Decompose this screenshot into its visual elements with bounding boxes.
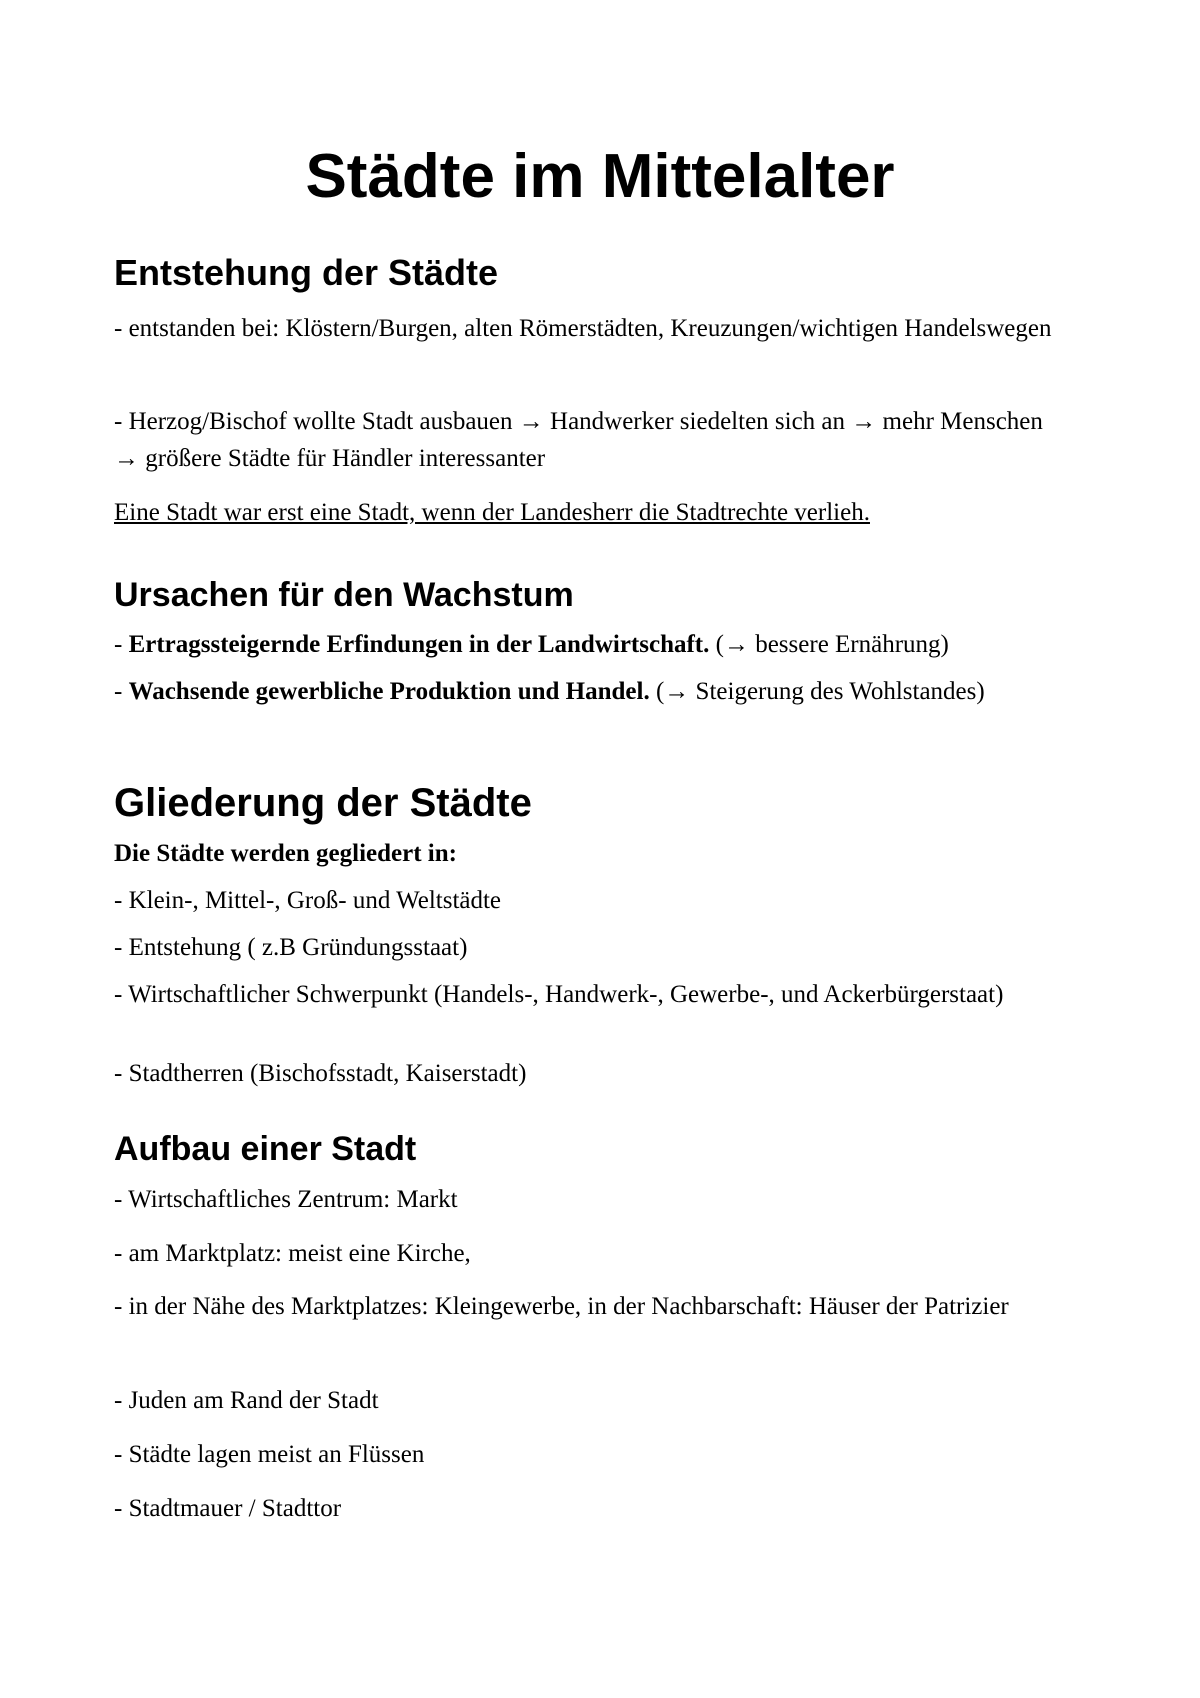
document-title: Städte im Mittelalter xyxy=(305,142,895,211)
section-heading-entstehung: Entstehung der Städte xyxy=(114,252,499,293)
list-item: - Entstehung ( z.B Gründungsstaat) xyxy=(114,934,468,961)
list-item: - Stadtmauer / Stadttor xyxy=(114,1495,342,1522)
section-intro: Die Städte werden gegliedert in: xyxy=(114,840,457,867)
paragraph: - Herzog/Bischof wollte Stadt ausbauen → Handwerker siedelten sich an → mehr Menschen → größere Städte für Händler interessanter xyxy=(114,408,1043,472)
list-item: - Wirtschaftlicher Schwerpunkt (Handels-, Handwerk-, Gewerbe-, und Ackerbürgerstaat) xyxy=(114,981,1004,1008)
section-heading-gliederung: Gliederung der Städte xyxy=(114,781,532,825)
list-item: - Stadtherren (Bischofsstadt, Kaiserstadt) xyxy=(114,1060,527,1087)
underlined-note: Eine Stadt war erst eine Stadt, wenn der Landesherr die Stadtrechte verlieh. xyxy=(114,499,870,526)
section-heading-aufbau: Aufbau einer Stadt xyxy=(114,1130,417,1168)
list-item: - Wachsende gewerbliche Produktion und Handel. (→ Steigerung des Wohlstandes) xyxy=(114,678,985,705)
list-item: - am Marktplatz: meist eine Kirche, xyxy=(114,1240,471,1267)
list-item: - Ertragssteigernde Erfindungen in der Landwirtschaft. (→ bessere Ernährung) xyxy=(114,631,949,658)
list-item: - Wirtschaftliches Zentrum: Markt xyxy=(114,1186,458,1213)
list-item: - Klein-, Mittel-, Groß- und Weltstädte xyxy=(114,887,502,914)
section-heading-ursachen: Ursachen für den Wachstum xyxy=(114,576,574,614)
list-item: - in der Nähe des Marktplatzes: Kleingewerbe, in der Nachbarschaft: Häuser der Patrizier xyxy=(114,1293,1009,1320)
paragraph: - entstanden bei: Klöstern/Burgen, alten Römerstädten, Kreuzungen/wichtigen Handelswegen xyxy=(114,315,1052,342)
list-item: - Städte lagen meist an Flüssen xyxy=(114,1441,425,1468)
list-item: - Juden am Rand der Stadt xyxy=(114,1387,379,1414)
